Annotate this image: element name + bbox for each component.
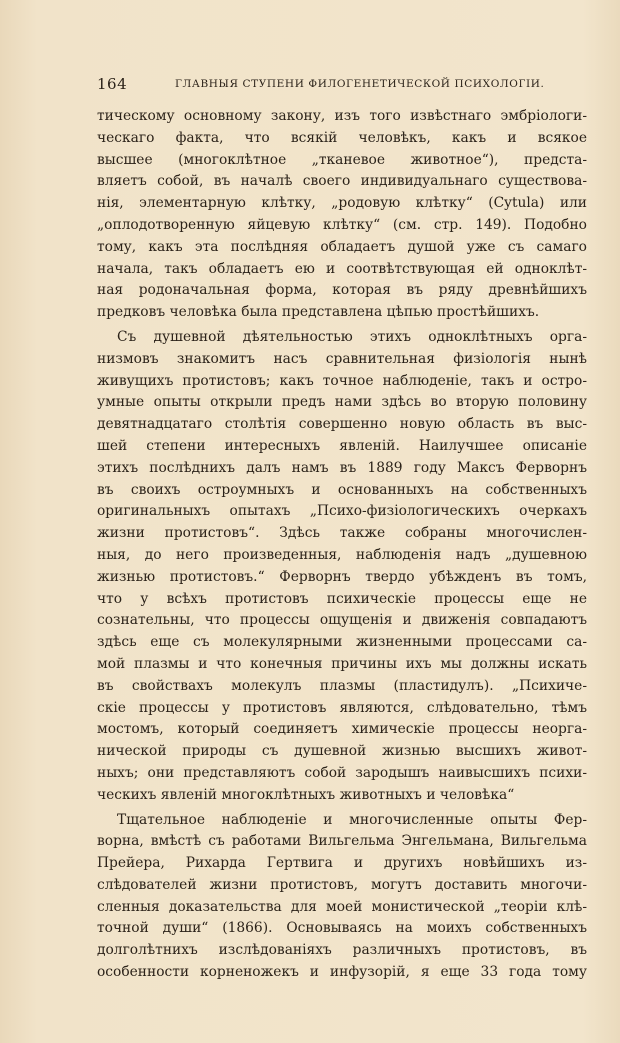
text-line: оригинальныхъ опытахъ „Психо-физіологическихъ очеркахъ	[97, 503, 587, 520]
text-line: ческихъ явленій многоклѣтныхъ животныхъ и человѣка“	[97, 786, 515, 803]
paragraph	[97, 106, 587, 324]
text-line: ворна, вмѣстѣ съ работами Вильгельма Энгельмана, Вильгельма	[97, 833, 587, 850]
text-line: жизнью протистовъ.“ Ферворнъ твердо убѣжденъ въ томъ,	[97, 568, 587, 585]
text-line: предковъ человѣка была представлена цѣпью простѣйшихъ.	[97, 304, 540, 321]
text-line: низмовъ знакомитъ насъ сравнительная физіологія нынѣ	[97, 350, 587, 367]
text-line: что у всѣхъ протистовъ психическіе процессы еще не	[97, 590, 587, 607]
text-line: Прейера, Рихарда Гертвига и другихъ новѣйшихъ из-	[97, 855, 587, 872]
text-line: тическому основному закону, изъ того извѣстнаго эмбріологи-	[97, 108, 587, 124]
running-title: ГЛАВНЫЯ СТУПЕНИ ФИЛОГЕНЕТИЧЕСКОЙ ПСИХОЛОГІИ.	[175, 78, 545, 90]
page-header	[97, 75, 587, 95]
text-line: жизни протистовъ“. Здѣсь также собраны многочислен-	[97, 525, 587, 542]
paragraph	[97, 327, 587, 807]
text-line: слѣдователей жизни протистовъ, могутъ доставить многочи-	[97, 876, 587, 893]
text-line: вляетъ собой, въ началѣ своего индивидуальнаго существова-	[97, 173, 587, 190]
paragraph	[97, 810, 587, 984]
text-line: особенности корненожекъ и инфузорій, я еще 33 года тому	[97, 964, 587, 981]
text-line: сознательны, что процессы ощущенія и движенія совпадаютъ	[97, 612, 587, 629]
text-line: здѣсь еще съ молекулярными жизненными процессами са-	[97, 634, 587, 651]
text-line: высшее (многоклѣтное „тканевое животное“), предста-	[97, 151, 587, 168]
text-line: въ свойствахъ молекулъ плазмы (пластидулъ). „Психиче-	[97, 677, 587, 694]
text-line: въ своихъ остроумныхъ и основанныхъ на собственныхъ	[97, 481, 587, 498]
text-line: ческаго факта, что всякій человѣкъ, какъ и всякое	[97, 129, 587, 146]
text-line: долголѣтнихъ изслѣдованіяхъ различныхъ протистовъ, въ	[97, 942, 587, 959]
page-body	[97, 106, 587, 984]
text-line: ныя, до него произведенныя, наблюденія надъ „душевною	[97, 546, 587, 563]
text-line: начала, такъ обладаетъ ею и соотвѣтствующая ей одноклѣт-	[97, 260, 587, 277]
text-line: девятнадцатаго столѣтія совершенно новую область въ выс-	[97, 416, 587, 433]
text-line: Съ душевной дѣятельностью этихъ одноклѣтныхъ орга-	[117, 328, 587, 345]
text-line: точной души“ (1866). Основываясь на моихъ собственныхъ	[97, 920, 587, 937]
text-line: ныхъ; они представляютъ собой зародышъ наивысшихъ психи-	[97, 764, 587, 781]
text-line: Тщательное наблюденіе и многочисленные опыты Фер-	[117, 811, 587, 828]
text-line: этихъ послѣднихъ далъ намъ въ 1889 году Максъ Ферворнъ	[97, 459, 587, 476]
text-line: мой плазмы и что конечныя причины ихъ мы должны искать	[97, 655, 587, 672]
text-line: сленныя доказательства для моей монистической „теоріи клѣ-	[97, 898, 587, 915]
text-line: „оплодотворенную яйцевую клѣтку“ (см. стр. 149). Подобно	[97, 216, 587, 233]
text-line: тому, какъ эта послѣдняя обладаетъ душой уже съ самаго	[97, 238, 587, 255]
text-line: живущихъ протистовъ; какъ точное наблюденіе, такъ и остро-	[97, 372, 587, 389]
text-line: умные опыты открыли предъ нами здѣсь во вторую половину	[97, 394, 587, 411]
text-line: нической природы съ душевной жизнью высшихъ живот-	[97, 743, 587, 760]
text-line: нія, элементарную клѣтку, „родовую клѣтку“ (Cytula) или	[97, 195, 587, 212]
text-line: скіе процессы у протистовъ являются, слѣдовательно, тѣмъ	[97, 699, 587, 716]
text-line: мостомъ, который соединяетъ химическіе процессы неорга-	[97, 721, 587, 738]
text-line: шей степени интересныхъ явленій. Наилучшее описаніе	[97, 437, 587, 454]
text-line: ная родоначальная форма, которая въ ряду древнѣйшихъ	[97, 282, 587, 299]
page-number: 164	[97, 75, 128, 93]
